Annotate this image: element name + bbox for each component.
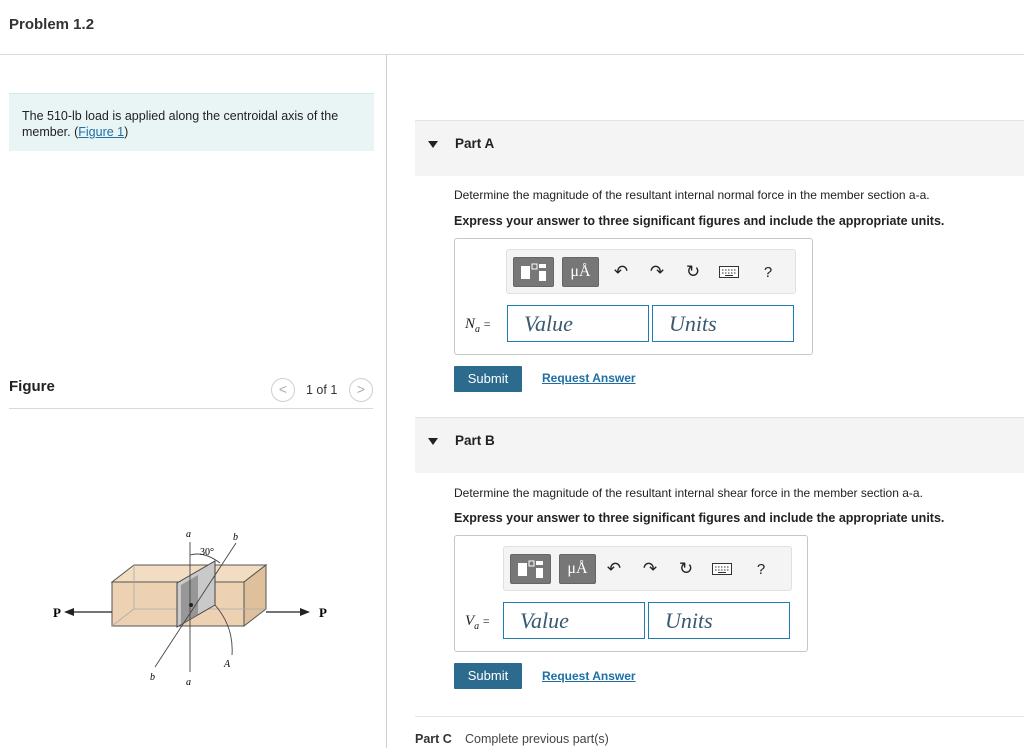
label-a-bottom: a — [186, 677, 191, 688]
problem-text: The 510-lb load is applied along the centroidal axis of the member. ( — [22, 109, 339, 139]
part-b-title: Part B — [455, 433, 495, 448]
label-b-bottom: b — [150, 672, 155, 683]
units-icon: μÅ — [567, 560, 588, 577]
redo-icon[interactable]: ↷ — [642, 559, 658, 578]
prev-figure-button[interactable] — [271, 378, 295, 402]
label-a-top: a — [186, 529, 191, 540]
parts-panel — [388, 55, 1024, 748]
figure-title: Figure — [9, 378, 55, 395]
redo-icon[interactable]: ↷ — [649, 262, 665, 281]
reset-icon[interactable]: ↻ — [685, 262, 701, 281]
part-b-units-input[interactable]: Units — [648, 602, 790, 639]
part-a-instruction: Express your answer to three significant figures and include the appropriate units. — [454, 214, 945, 228]
templates-button[interactable] — [510, 554, 551, 584]
reset-icon[interactable]: ↻ — [678, 559, 694, 578]
part-a-submit-button[interactable]: Submit — [454, 366, 522, 392]
part-c-status: Complete previous part(s) — [465, 732, 609, 746]
part-a-title: Part A — [455, 136, 495, 151]
part-b-value-input[interactable]: Value — [503, 602, 645, 639]
part-b-submit-button[interactable]: Submit — [454, 663, 522, 689]
templates-icon — [514, 258, 553, 286]
label-p-left: P — [53, 605, 61, 620]
undo-icon[interactable]: ↶ — [606, 559, 622, 578]
keyboard-icon[interactable] — [719, 266, 739, 278]
next-figure-button[interactable] — [349, 378, 373, 402]
templates-button[interactable] — [513, 257, 554, 287]
label-angle: 30° — [200, 547, 214, 558]
keyboard-icon[interactable] — [712, 563, 732, 575]
figure-header — [9, 375, 373, 409]
part-a-units-input[interactable]: Units — [652, 305, 794, 342]
figure-pager-count: 1 of 1 — [306, 383, 338, 397]
part-a-header[interactable] — [415, 120, 1024, 176]
force-arrow-right — [300, 608, 310, 616]
units-button[interactable] — [559, 554, 596, 584]
problem-statement: The 510-lb load is applied along the centroidal axis of the member. (Figure 1) — [9, 93, 374, 151]
part-a-request-answer-link[interactable]: Request Answer — [542, 371, 636, 385]
label-p-right: P — [319, 605, 327, 620]
part-a-question: Determine the magnitude of the resultant internal normal force in the member section a-a. — [454, 188, 930, 202]
part-c-label: Part C — [415, 732, 452, 746]
part-a-toolbar — [506, 249, 796, 294]
part-a-answer-box — [454, 238, 813, 355]
problem-title: Problem 1.2 — [9, 16, 95, 33]
part-b-answer-box — [454, 535, 808, 652]
part-b-question: Determine the magnitude of the resultant internal shear force in the member section a-a. — [454, 486, 923, 500]
help-icon[interactable]: ? — [756, 561, 766, 578]
figure-link[interactable]: Figure 1 — [78, 125, 125, 139]
caret-down-icon — [428, 141, 438, 148]
force-arrow-left — [64, 608, 74, 616]
part-c-row — [415, 716, 1024, 748]
part-b-header[interactable] — [415, 417, 1024, 473]
part-b-instruction: Express your answer to three significant figures and include the appropriate units. — [454, 511, 945, 525]
part-b-request-answer-link[interactable]: Request Answer — [542, 669, 636, 683]
templates-icon — [511, 555, 550, 583]
part-b-toolbar — [503, 546, 792, 591]
caret-down-icon — [428, 438, 438, 445]
help-icon[interactable]: ? — [763, 264, 773, 281]
part-a-value-input[interactable]: Value — [507, 305, 649, 342]
units-button[interactable] — [562, 257, 599, 287]
label-A: A — [224, 659, 231, 670]
units-icon: μÅ — [570, 263, 591, 280]
chevron-left-icon: < — [278, 381, 288, 397]
label-b-top: b — [233, 532, 238, 543]
page-header — [0, 0, 1024, 55]
member-figure — [40, 467, 340, 697]
part-b-variable-label: $V_a$ = — [465, 613, 490, 632]
chevron-right-icon: > — [356, 381, 366, 397]
part-a-variable-label: $N_a$ = — [465, 316, 491, 335]
undo-icon[interactable]: ↶ — [613, 262, 629, 281]
